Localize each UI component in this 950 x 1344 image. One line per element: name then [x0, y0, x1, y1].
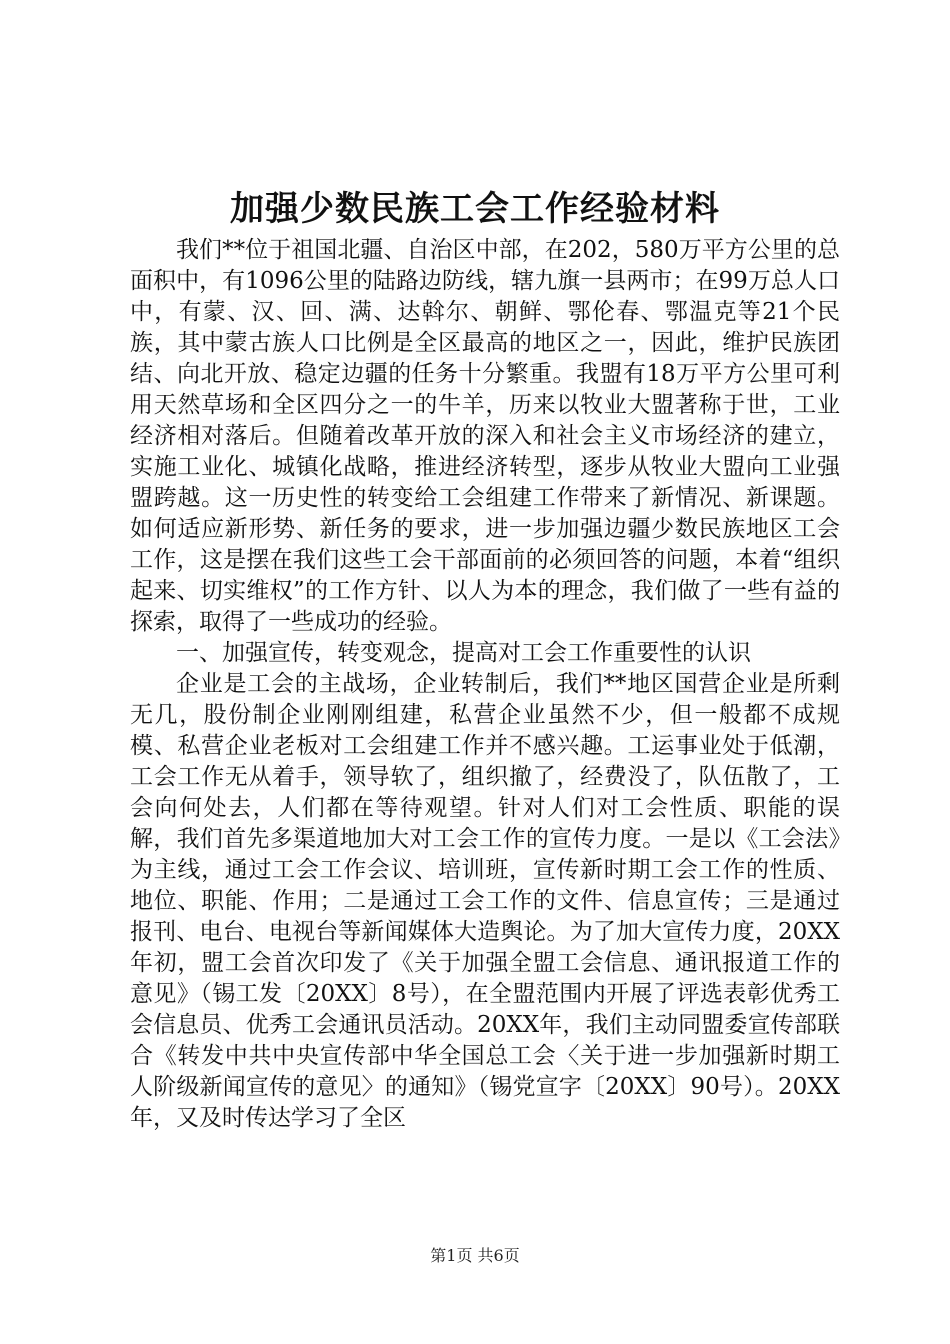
document-body [130, 235, 840, 1134]
document-title: 加强少数民族工会工作经验材料 [230, 189, 720, 229]
section-heading-1: 一、加强宣传，转变观念，提高对工会工作重要性的认识 [176, 640, 751, 666]
page-number-footer: 第1页 共6页 [430, 1246, 520, 1265]
paragraph-intro: 我们**位于祖国北疆、自治区中部，在202，580万平方公里的总面积中，有1096公里的陆路边防线，辖九旗一县两市；在99万总人口中，有蒙、汉、回、满、达斡尔、朝鲜、鄂伦春、鄂温克等21个民族，其中蒙古族人口比例是全区最高的地区之一，因此，维护民族团结、向北开放、稳定边疆的任务十分繁重。我盟有18万平方公里可利用天然草场和全区四分之一的牛羊，历来以牧业大盟著称于世，工业经济相对落后。但随着改革开放的深入和社会主义市场经济的建立，实施工业化、城镇化战略，推进经济转型，逐步从牧业大盟向工业强盟跨越。这一历史性的转变给工会组建工作带来了新情况、新课题。如何适应新形势、新任务的要求，进一步加强边疆少数民族地区工会工作，这是摆在我们这些工会干部面前的必须回答的问题，本着“组织起来、切实维权”的工作方针、以人为本的理念，我们做了一些有益的探索，取得了一些成功的经验。 [130, 237, 840, 635]
paragraph-section-1: 企业是工会的主战场，企业转制后，我们**地区国营企业是所剩无几，股份制企业刚刚组建，私营企业虽然不少，但一般都不成规模、私营企业老板对工会组建工作并不感兴趣。工运事业处于低潮，工会工作无从着手，领导软了，组织撤了，经费没了，队伍散了，工会向何处去，人们都在等待观望。针对人们对工会性质、职能的误解，我们首先多渠道地加大对工会工作的宣传力度。一是以《工会法》为主线，通过工会工作会议、培训班，宣传新时期工会工作的性质、地位、职能、作用；二是通过工会工作的文件、信息宣传；三是通过报刊、电台、电视台等新闻媒体大造舆论。为了加大宣传力度，20XX年初，盟工会首次印发了《关于加强全盟工会信息、通讯报道工作的意见》（锡工发〔20XX〕8号），在全盟范围内开展了评选表彰优秀工会信息员、优秀工会通讯员活动。20XX年，我们主动同盟委宣传部联合《转发中共中央宣传部中华全国总工会〈关于进一步加强新时期工人阶级新闻宣传的意见〉的通知》（锡党宣字〔20XX〕90号）。20XX年，又及时传达学习了全区 [130, 671, 840, 1131]
